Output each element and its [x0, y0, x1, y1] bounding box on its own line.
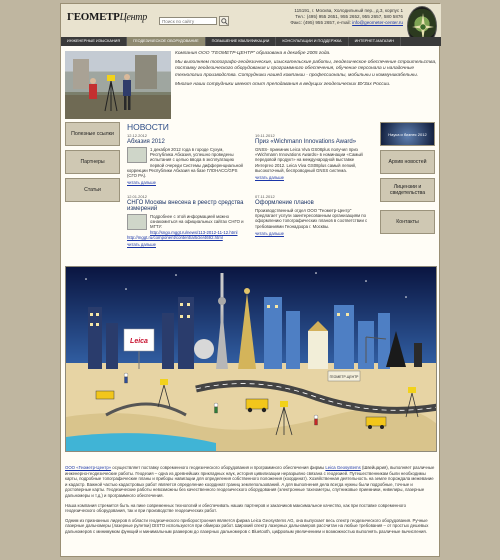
main-nav	[61, 37, 441, 46]
sngo-link[interactable]: http://sngo.mggt.ru/news/113-2012-11-12.html	[150, 229, 238, 235]
fax-line	[253, 20, 403, 26]
nav-item-engineering-surveys[interactable]: ИНЖЕНЕРНЫЕ ИЗЫСКАНИЯ	[61, 37, 127, 46]
news-title[interactable]: Приз «Wichmann Innovations Award»	[255, 139, 357, 145]
sidebar-item-useful-links[interactable]: Полезные ссылки	[65, 122, 120, 146]
about-paragraph	[65, 465, 437, 499]
fax-text: Факс: (495) 955 2657, e-mail:	[290, 20, 353, 25]
company-link[interactable]: ООО «Геометр-Центр»	[65, 465, 112, 470]
news-body	[127, 147, 245, 178]
header-photo	[65, 51, 171, 119]
read-more-link[interactable]: читать дальше	[255, 175, 284, 181]
intro-text	[175, 51, 437, 91]
geometr-sign: ГЕОМЕТР-ЦЕНТР	[329, 375, 359, 379]
news-body	[127, 214, 245, 240]
contact-address	[253, 8, 403, 26]
leica-sign: Leica	[130, 338, 148, 345]
news-thumbnail	[127, 147, 147, 163]
intro-paragraph: Многие наши сотрудники имеют опыт преподавания в ведущих геодезических ВУЗах России.	[175, 81, 391, 87]
email-link[interactable]: info@geometer-center.ru	[352, 20, 403, 25]
city-illustration	[66, 267, 437, 452]
read-more-link[interactable]: читать дальше	[255, 230, 284, 236]
news-title[interactable]: Абхазия 2012	[127, 139, 165, 145]
news-title[interactable]: СНГО Москвы внесена в реестр средства измерений	[127, 200, 244, 212]
about-paragraph: Одним из признанных лидеров в области геодезического приборостроения является фирма Leica Geosystems AG, она выпускает весь спектр геодезического оборудования. Ручные лазерные дальномеры (лазерные рулетки) DISTO используются при обмерах работ. Широкий спектр лазерных дальномеров рассчитан на любые требования – от простых дешевых дальномеров с минимумом функций и минимальным размером до лазерных дальномеров с Bluetooth, цифровым увеличением и возможностью выполнять различные вычисления.	[65, 517, 429, 534]
nav-item-training[interactable]: ПОВЫШЕНИЕ КВАЛИФИКАЦИИ	[206, 37, 277, 46]
sidebar-item-licenses[interactable]: Лицензии и свидетельства	[380, 178, 435, 202]
news-body: Производственный отдел ООО "Геометр-Центр" предлагает услуги заинтересованным организациям по оформлению топографических планов в соответствии с требованиями Геонадзора г. Москвы.	[255, 208, 368, 229]
intro-paragraph: Компания ООО "ГЕОМЕТР-ЦЕНТР" образована в декабре 2005 года.	[175, 51, 331, 56]
news-body: GNSS- приемник Leica Viva GS08plus получил приз «Wichmann Innovations Awards» в номинации «Самый передовой продукт» на международной выставке Интергео 2012. Leica Viva GS08plus самый легкий, высокоточный, беспроводный GNSS система.	[255, 147, 363, 173]
surveyors-photo	[65, 51, 171, 119]
news-body-text: 1 декабря 2012 года в городе Сухум, Республика Абхазия, успешно проведены испытания с целью ввода в эксплуатацию первой очереди Системы дифференциальной коррекции Республики Абхазия на базе ГЛОНАСС/GPS (СГО РА).	[127, 147, 243, 179]
search-icon	[221, 18, 228, 25]
sidebar-item-news-archive[interactable]: Архив новостей	[380, 150, 435, 174]
sidebar-item-partners[interactable]: Партнеры	[65, 150, 120, 174]
about-paragraph: Наша компания стремится быть на пике современных технологий и обеспечивать наших партнеров и заказчиков максимальное качество, как при поставке современного геодезического оборудования, так и при производстве геодезических работ.	[65, 502, 407, 514]
news-title[interactable]: Оформление планов	[255, 200, 314, 206]
read-more-link[interactable]: читать дальше	[127, 180, 156, 186]
geodesy-illustration	[65, 266, 437, 452]
news-thumbnail	[127, 214, 147, 230]
read-more-link[interactable]: читать дальше	[127, 242, 156, 248]
page	[60, 3, 440, 557]
search-input[interactable]	[159, 17, 217, 25]
news-heading: НОВОСТИ	[127, 122, 169, 132]
site-logo[interactable]	[67, 11, 147, 23]
news-date: 19.11.2012	[255, 133, 275, 138]
about-text-a: осуществляет поставку современного геодезического оборудования и программного обеспечения фирмы	[111, 465, 326, 470]
search-button[interactable]	[219, 16, 229, 26]
news-body-text: Подробнее с этой информацией можно ознакомиться на официальных сайтах СНГО и МГТУ:	[150, 214, 244, 230]
news-item	[127, 194, 245, 247]
about-text-b: (Швейцария), выполняет различные инженерно-геодезические работы. Геодезия – одна из древнейших прикладных наук, история цивилизации неразрывно связана с геодезией. Путешественникам были необходимы карты, подробные топографические планы и приборы навигации для определения собственного положения (координат). Хозяйственная деятельность на земле порождала межевание и кадастр. Важной частью кадастровых работ является определение координат границ землепользований. А для выполнения дела всегда нужны были подробные, точные и достоверные карты. Геодезические работы невозможны без качественного геодезического оборудования (электронные тахеометры, спутниковые приемники, нивелиры, лазерные дальномеры и т.д.) и программного обеспечения.	[65, 465, 435, 498]
logo-main-text: ГЕОМЕТР	[67, 11, 120, 23]
news-date: 07.11.2012	[255, 194, 275, 199]
nav-item-online-store[interactable]: ИНТЕРНЕТ-МАГАЗИН	[349, 37, 401, 46]
news-item	[255, 133, 373, 180]
news-date: 12.01.2012	[127, 194, 148, 199]
nav-item-geodetic-equipment[interactable]: ГЕОДЕЗИЧЕСКОЕ ОБОРУДОВАНИЕ	[127, 37, 206, 46]
news-item	[127, 133, 245, 185]
nav-item-consulting[interactable]: КОНСУЛЬТАЦИИ И ПОДДЕРЖКА	[276, 37, 348, 46]
header	[61, 4, 441, 37]
sidebar-item-articles[interactable]: Статьи	[65, 178, 120, 202]
about-text	[65, 465, 437, 539]
logo-sub-text: Центр	[119, 12, 147, 23]
news-date: 12.12.2012	[127, 133, 148, 138]
leica-geosystems-link[interactable]: Leica Geosystems	[325, 465, 361, 470]
phone-line: Тел.: (495) 955 2651, 955 2652, 955 2657, 580 5876	[295, 14, 403, 19]
intro-paragraph: Мы выполняем топографо-геодезические, изыскательские работы, геодезическое обеспечение строительства, поставку геодезического оборудования и программного обеспечения, обучение персонала и наладочные технологии производства. Сотрудники нашей компании - профессионалы, мобильны и коммуникабельны.	[175, 60, 437, 78]
mggt-link[interactable]: http://mggt.ru/component/content/article/4692.html	[127, 234, 223, 240]
sidebar-item-contacts[interactable]: Контакты	[380, 210, 435, 234]
science-business-banner[interactable]: Наука и бизнес 2012	[380, 122, 435, 146]
news-item	[255, 194, 373, 236]
address-line: 115191, г. Москва, Холодильный пер., д.3, корпус 1	[294, 8, 403, 13]
